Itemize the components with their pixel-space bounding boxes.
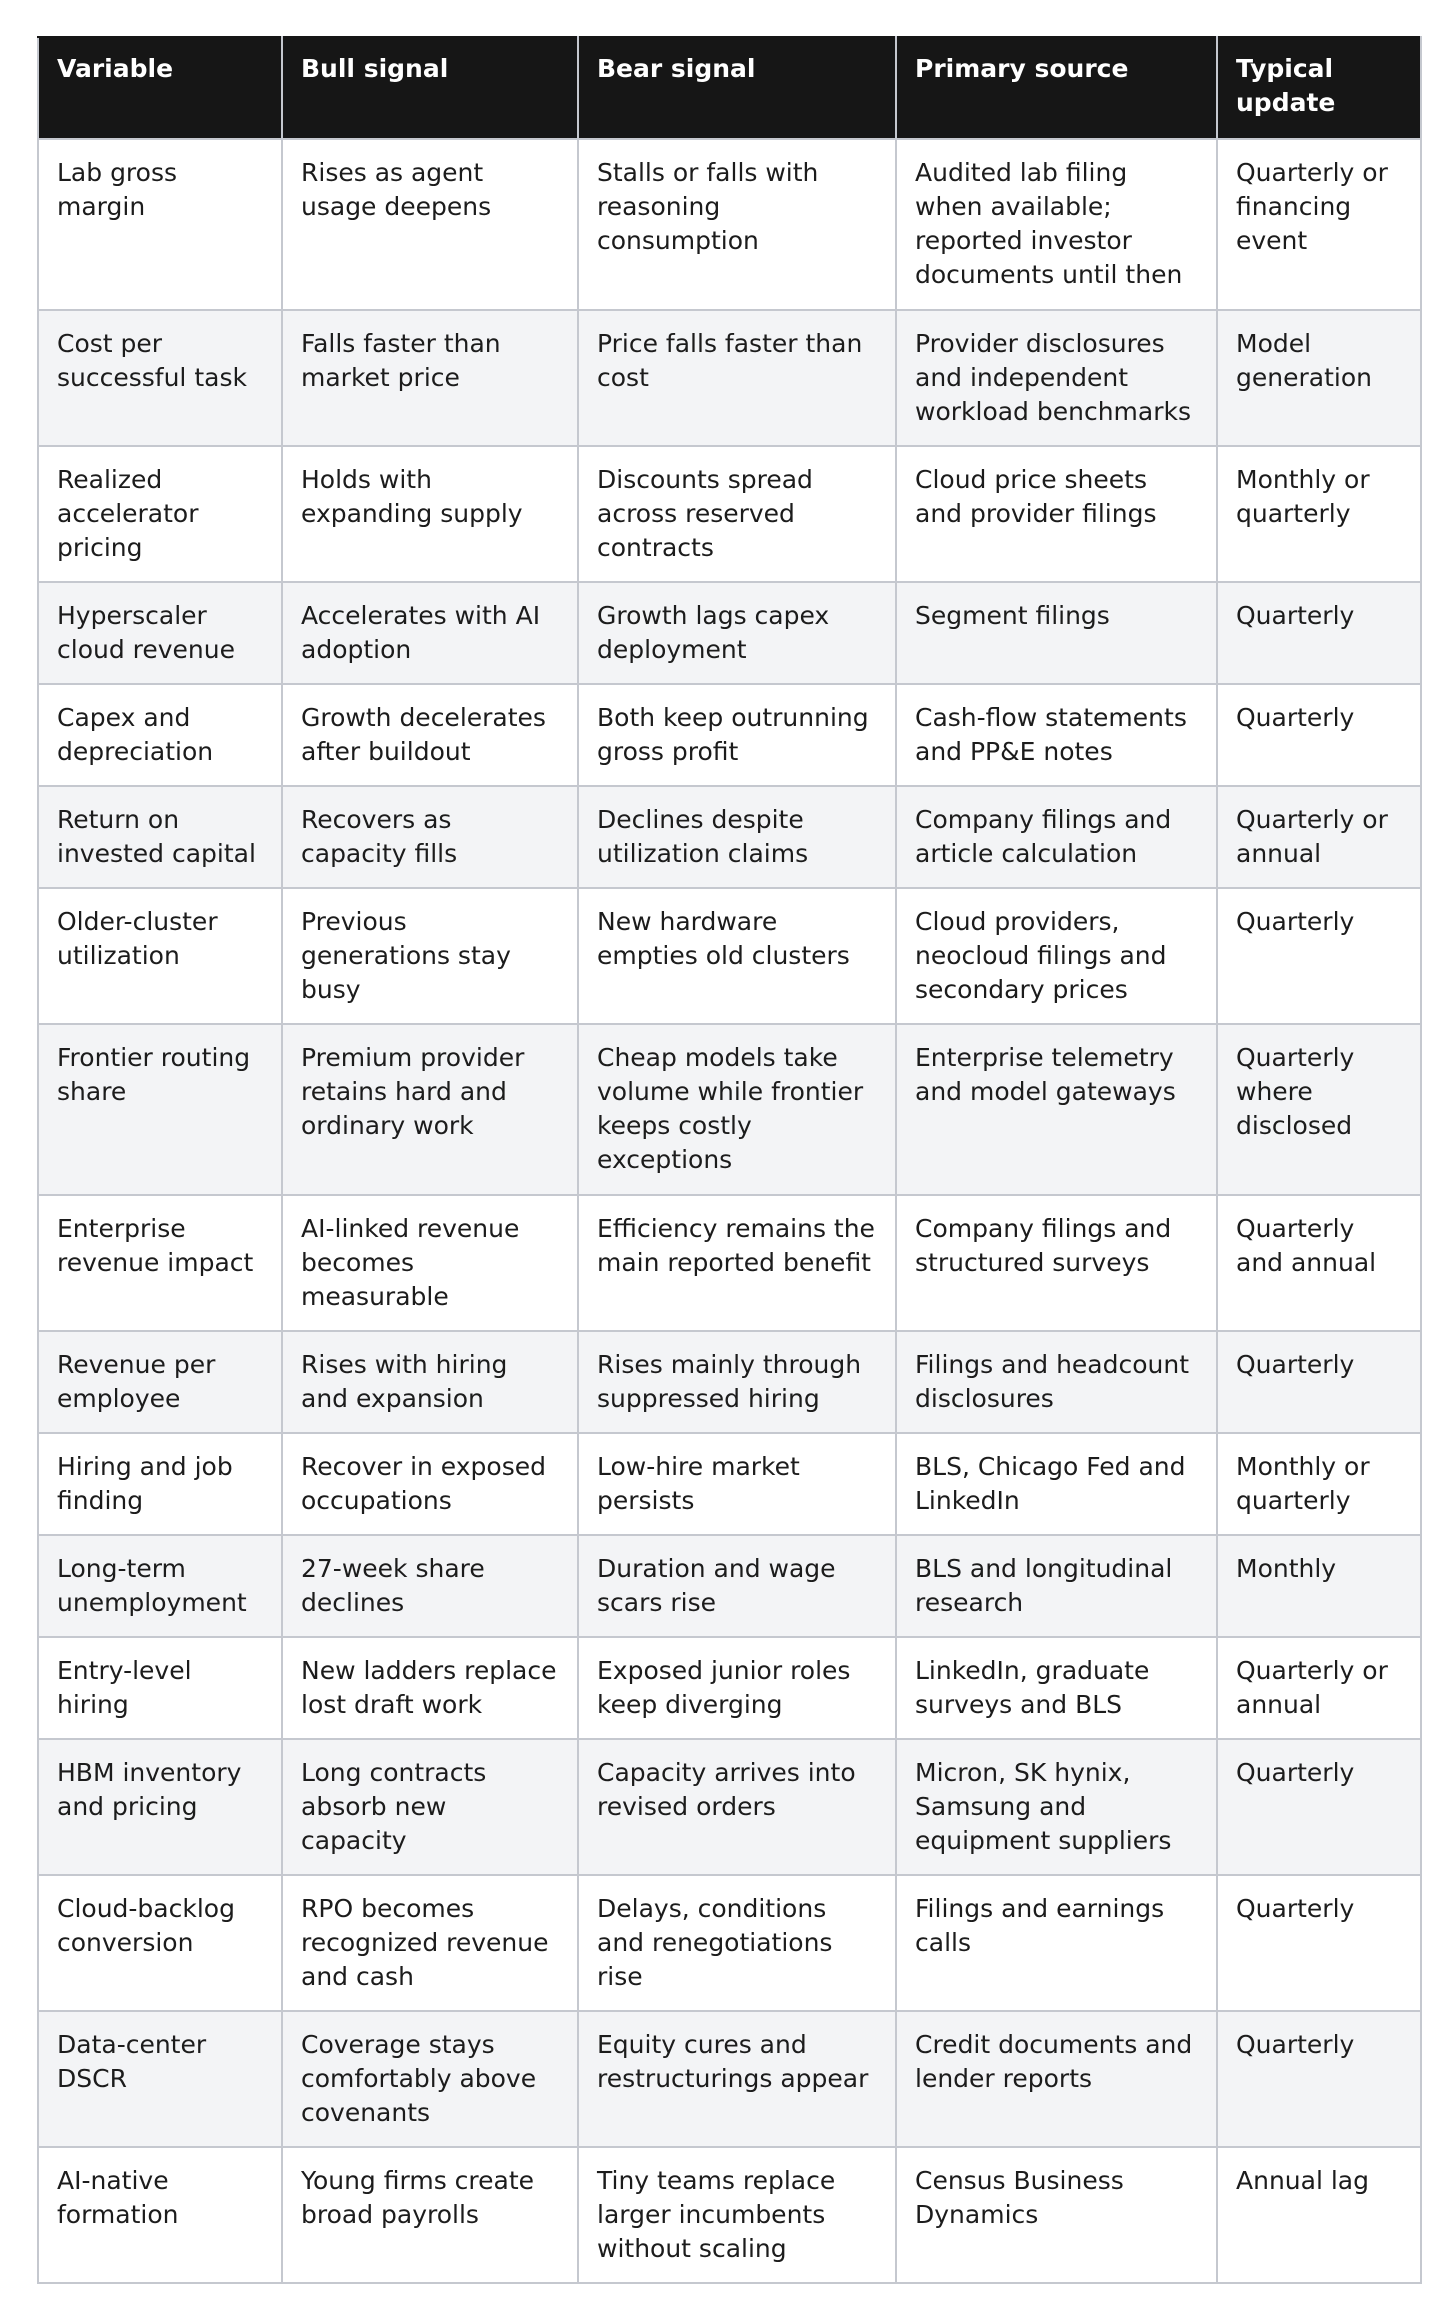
cell-primary-source: BLS and longitudinal research bbox=[896, 1535, 1217, 1637]
cell-typical-update: Model generation bbox=[1217, 310, 1421, 446]
table-row bbox=[38, 310, 1421, 446]
table-row bbox=[38, 139, 1421, 310]
table-row bbox=[38, 2011, 1421, 2147]
cell-typical-update: Monthly or quarterly bbox=[1217, 446, 1421, 582]
cell-variable: Return on invested capital bbox=[38, 786, 282, 888]
cell-bear-signal: Exposed junior roles keep diverging bbox=[578, 1637, 896, 1739]
table-row bbox=[38, 1331, 1421, 1433]
cell-bull-signal: Rises as agent usage deepens bbox=[282, 139, 578, 310]
cell-bull-signal: Premium provider retains hard and ordinary work bbox=[282, 1024, 578, 1195]
cell-primary-source: Company filings and article calculation bbox=[896, 786, 1217, 888]
cell-bear-signal: Declines despite utilization claims bbox=[578, 786, 896, 888]
cell-bear-signal: Both keep outrunning gross profit bbox=[578, 684, 896, 786]
cell-primary-source: Enterprise telemetry and model gateways bbox=[896, 1024, 1217, 1195]
cell-variable: Realized accelerator pricing bbox=[38, 446, 282, 582]
cell-variable: Hiring and job finding bbox=[38, 1433, 282, 1535]
cell-primary-source: Company filings and structured surveys bbox=[896, 1195, 1217, 1331]
cell-bear-signal: Discounts spread across reserved contracts bbox=[578, 446, 896, 582]
cell-bull-signal: Long contracts absorb new capacity bbox=[282, 1739, 578, 1875]
cell-variable: Revenue per employee bbox=[38, 1331, 282, 1433]
cell-primary-source: Segment filings bbox=[896, 582, 1217, 684]
cell-variable: Cost per successful task bbox=[38, 310, 282, 446]
cell-bear-signal: Delays, conditions and renegotiations rise bbox=[578, 1875, 896, 2011]
cell-typical-update: Quarterly or annual bbox=[1217, 1637, 1421, 1739]
cell-bull-signal: Rises with hiring and expansion bbox=[282, 1331, 578, 1433]
table-row bbox=[38, 1535, 1421, 1637]
table-row bbox=[38, 1024, 1421, 1195]
cell-primary-source: Cloud price sheets and provider filings bbox=[896, 446, 1217, 582]
cell-typical-update: Quarterly bbox=[1217, 684, 1421, 786]
table-body bbox=[38, 139, 1421, 2283]
cell-bull-signal: Holds with expanding supply bbox=[282, 446, 578, 582]
cell-primary-source: LinkedIn, graduate surveys and BLS bbox=[896, 1637, 1217, 1739]
cell-variable: Entry-level hiring bbox=[38, 1637, 282, 1739]
table-row bbox=[38, 582, 1421, 684]
cell-typical-update: Quarterly bbox=[1217, 582, 1421, 684]
cell-bull-signal: Falls faster than market price bbox=[282, 310, 578, 446]
table-row bbox=[38, 446, 1421, 582]
cell-bear-signal: New hardware empties old clusters bbox=[578, 888, 896, 1024]
table-row bbox=[38, 786, 1421, 888]
cell-bear-signal: Growth lags capex deployment bbox=[578, 582, 896, 684]
cell-typical-update: Quarterly or annual bbox=[1217, 786, 1421, 888]
cell-bull-signal: New ladders replace lost draft work bbox=[282, 1637, 578, 1739]
cell-bear-signal: Rises mainly through suppressed hiring bbox=[578, 1331, 896, 1433]
cell-typical-update: Quarterly bbox=[1217, 2011, 1421, 2147]
cell-primary-source: Census Business Dynamics bbox=[896, 2147, 1217, 2283]
cell-bull-signal: Recovers as capacity fills bbox=[282, 786, 578, 888]
cell-typical-update: Monthly or quarterly bbox=[1217, 1433, 1421, 1535]
table-row bbox=[38, 888, 1421, 1024]
cell-variable: Long-term unemployment bbox=[38, 1535, 282, 1637]
cell-variable: Older-cluster utilization bbox=[38, 888, 282, 1024]
cell-variable: Enterprise revenue impact bbox=[38, 1195, 282, 1331]
cell-primary-source: Credit documents and lender reports bbox=[896, 2011, 1217, 2147]
cell-typical-update: Quarterly bbox=[1217, 1331, 1421, 1433]
cell-primary-source: Cloud providers, neocloud filings and secondary prices bbox=[896, 888, 1217, 1024]
cell-bear-signal: Price falls faster than cost bbox=[578, 310, 896, 446]
cell-bear-signal: Duration and wage scars rise bbox=[578, 1535, 896, 1637]
cell-bear-signal: Low-hire market persists bbox=[578, 1433, 896, 1535]
cell-bear-signal: Efficiency remains the main reported benefit bbox=[578, 1195, 896, 1331]
cell-typical-update: Quarterly where disclosed bbox=[1217, 1024, 1421, 1195]
cell-primary-source: Cash-flow statements and PP&E notes bbox=[896, 684, 1217, 786]
cell-primary-source: Micron, SK hynix, Samsung and equipment suppliers bbox=[896, 1739, 1217, 1875]
cell-variable: Cloud-backlog conversion bbox=[38, 1875, 282, 2011]
header-row bbox=[38, 37, 1421, 139]
cell-typical-update: Annual lag bbox=[1217, 2147, 1421, 2283]
cell-typical-update: Monthly bbox=[1217, 1535, 1421, 1637]
cell-variable: Lab gross margin bbox=[38, 139, 282, 310]
cell-variable: Hyperscaler cloud revenue bbox=[38, 582, 282, 684]
cell-variable: HBM inventory and pricing bbox=[38, 1739, 282, 1875]
header-primary-source: Primary source bbox=[896, 37, 1217, 139]
cell-typical-update: Quarterly bbox=[1217, 1875, 1421, 2011]
cell-bear-signal: Equity cures and restructurings appear bbox=[578, 2011, 896, 2147]
header-variable: Variable bbox=[38, 37, 282, 139]
cell-variable: AI-native formation bbox=[38, 2147, 282, 2283]
header-bear-signal: Bear signal bbox=[578, 37, 896, 139]
cell-variable: Frontier routing share bbox=[38, 1024, 282, 1195]
cell-typical-update: Quarterly bbox=[1217, 888, 1421, 1024]
table-row bbox=[38, 1195, 1421, 1331]
table-header bbox=[38, 37, 1421, 139]
cell-typical-update: Quarterly bbox=[1217, 1739, 1421, 1875]
cell-typical-update: Quarterly or financing event bbox=[1217, 139, 1421, 310]
signals-table bbox=[37, 36, 1422, 2284]
cell-bear-signal: Tiny teams replace larger incumbents without scaling bbox=[578, 2147, 896, 2283]
cell-variable: Data-center DSCR bbox=[38, 2011, 282, 2147]
cell-bear-signal: Cheap models take volume while frontier keeps costly exceptions bbox=[578, 1024, 896, 1195]
cell-primary-source: Filings and earnings calls bbox=[896, 1875, 1217, 2011]
cell-typical-update: Quarterly and annual bbox=[1217, 1195, 1421, 1331]
table-row bbox=[38, 1637, 1421, 1739]
cell-variable: Capex and depreciation bbox=[38, 684, 282, 786]
cell-primary-source: Provider disclosures and independent workload benchmarks bbox=[896, 310, 1217, 446]
header-bull-signal: Bull signal bbox=[282, 37, 578, 139]
cell-bull-signal: Recover in exposed occupations bbox=[282, 1433, 578, 1535]
cell-bear-signal: Stalls or falls with reasoning consumption bbox=[578, 139, 896, 310]
signals-table-container bbox=[37, 36, 1420, 2284]
cell-bull-signal: AI-linked revenue becomes measurable bbox=[282, 1195, 578, 1331]
cell-bull-signal: Previous generations stay busy bbox=[282, 888, 578, 1024]
cell-bull-signal: RPO becomes recognized revenue and cash bbox=[282, 1875, 578, 2011]
header-typical-update: Typical update bbox=[1217, 37, 1421, 139]
cell-primary-source: Audited lab filing when available; reported investor documents until then bbox=[896, 139, 1217, 310]
cell-bull-signal: Growth decelerates after buildout bbox=[282, 684, 578, 786]
cell-bear-signal: Capacity arrives into revised orders bbox=[578, 1739, 896, 1875]
table-row bbox=[38, 1875, 1421, 2011]
table-row bbox=[38, 1433, 1421, 1535]
table-row bbox=[38, 684, 1421, 786]
cell-bull-signal: 27-week share declines bbox=[282, 1535, 578, 1637]
cell-primary-source: BLS, Chicago Fed and LinkedIn bbox=[896, 1433, 1217, 1535]
cell-bull-signal: Young firms create broad payrolls bbox=[282, 2147, 578, 2283]
table-row bbox=[38, 1739, 1421, 1875]
cell-bull-signal: Accelerates with AI adoption bbox=[282, 582, 578, 684]
cell-bull-signal: Coverage stays comfortably above covenants bbox=[282, 2011, 578, 2147]
table-row bbox=[38, 2147, 1421, 2283]
cell-primary-source: Filings and headcount disclosures bbox=[896, 1331, 1217, 1433]
